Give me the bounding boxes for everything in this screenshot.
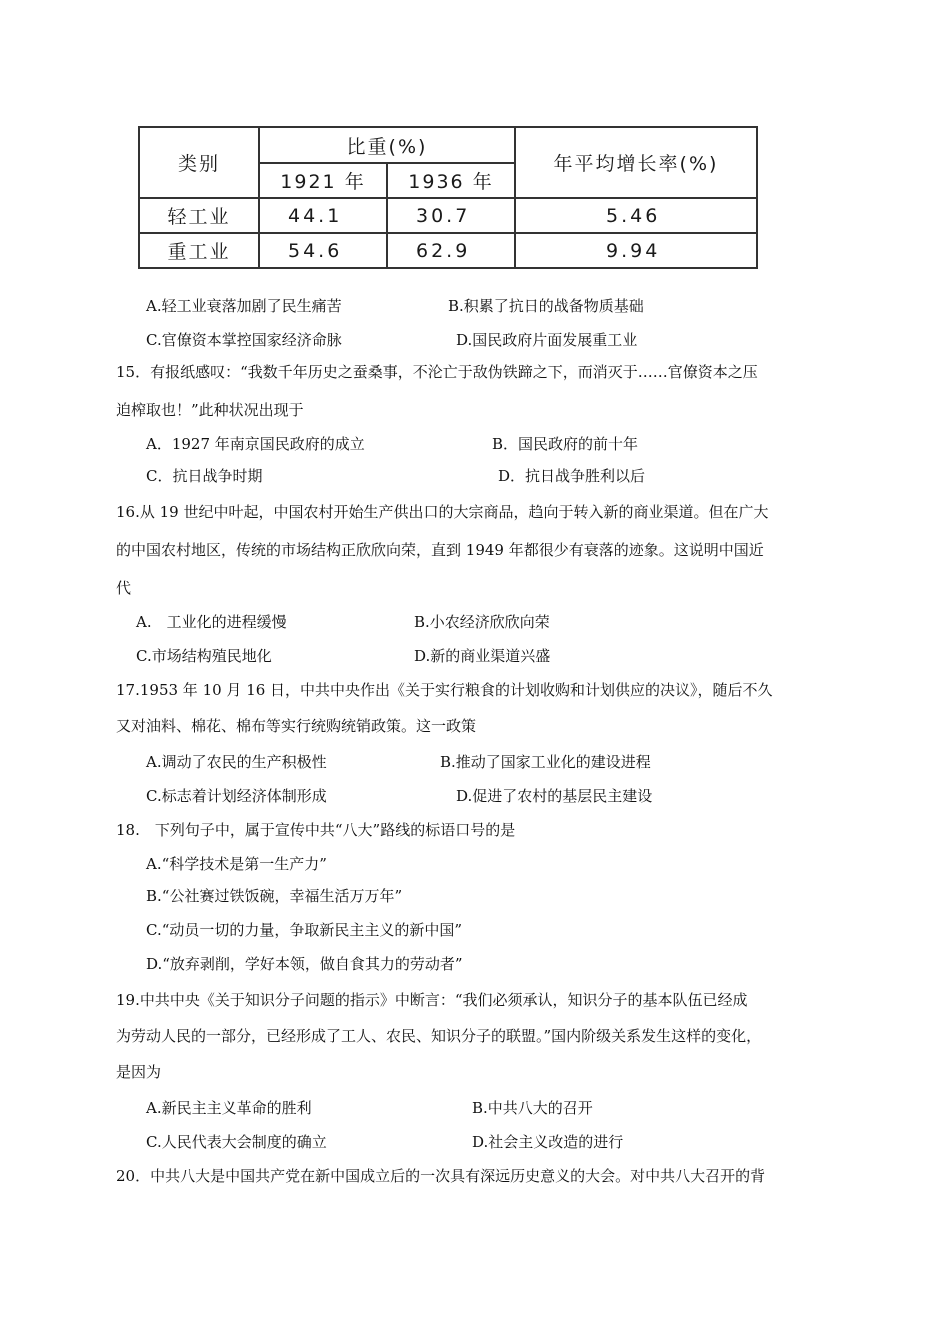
header-category: 类别	[139, 127, 259, 198]
q16-option-d[interactable]: D.新的商业渠道兴盛	[414, 647, 551, 665]
q17-stem-line1: 17.1953 年 10 月 16 日，中共中央作出《关于实行粮食的计划收购和计划供应的决议》，随后不久	[116, 681, 773, 699]
q20-stem-line1: 20．中共八大是中国共产党在新中国成立后的一次具有深远历史意义的大会。对中共八大召开的背	[116, 1167, 766, 1185]
q14-option-d[interactable]: D.国民政府片面发展重工业	[456, 331, 638, 349]
q19-option-b[interactable]: B.中共八大的召开	[472, 1099, 593, 1117]
header-year-1921: 1921 年	[259, 163, 387, 198]
q19-option-c[interactable]: C.人民代表大会制度的确立	[146, 1133, 327, 1151]
q15-option-a[interactable]: A．1927 年南京国民政府的成立	[146, 435, 365, 453]
cell-1936: 30.7	[387, 198, 515, 233]
q16-stem-line3: 代	[116, 579, 132, 597]
q19-stem-line2: 为劳动人民的一部分，已经形成了工人、农民、知识分子的联盟。”国内阶级关系发生这样的变化，	[116, 1027, 762, 1045]
q15-stem-line2: 迫榨取也！”此种状况出现于	[116, 401, 304, 419]
q19-stem-line1: 19.中共中央《关于知识分子问题的指示》中断言：“我们必须承认，知识分子的基本队伍已经成	[116, 991, 748, 1009]
q17-option-c[interactable]: C.标志着计划经济体制形成	[146, 787, 327, 805]
q14-option-b[interactable]: B.积累了抗日的战备物质基础	[448, 297, 644, 315]
industry-table	[138, 126, 758, 269]
q17-option-a[interactable]: A.调动了农民的生产积极性	[146, 753, 327, 771]
header-year-1936: 1936 年	[387, 163, 515, 198]
q19-option-a[interactable]: A.新民主主义革命的胜利	[146, 1099, 312, 1117]
header-share: 比重(%)	[259, 127, 515, 163]
q16-stem-line2: 的中国农村地区，传统的市场结构正欣欣向荣，直到 1949 年都很少有衰落的迹象。这说明中国近	[116, 541, 764, 559]
q15-option-b[interactable]: B．国民政府的前十年	[492, 435, 639, 453]
q14-option-a[interactable]: A.轻工业衰落加剧了民生痛苦	[146, 297, 342, 315]
table-row	[139, 198, 757, 233]
header-growth: 年平均增长率(%)	[515, 127, 757, 198]
table-row	[139, 233, 757, 268]
row-name: 重工业	[139, 233, 259, 268]
q14-option-c[interactable]: C.官僚资本掌控国家经济命脉	[146, 331, 342, 349]
q17-stem-line2: 又对油料、棉花、棉布等实行统购统销政策。这一政策	[116, 717, 477, 735]
q18-option-a[interactable]: A.“科学技术是第一生产力”	[146, 855, 327, 873]
q16-stem-line1: 16.从 19 世纪中叶起，中国农村开始生产供出口的大宗商品，趋向于转入新的商业渠道。但在广大	[116, 503, 769, 521]
q18-option-b[interactable]: B.“公社赛过铁饭碗，幸福生活万万年”	[146, 887, 403, 905]
q18-option-c[interactable]: C.“动员一切的力量，争取新民主主义的新中国”	[146, 921, 463, 939]
q17-option-b[interactable]: B.推动了国家工业化的建设进程	[440, 753, 651, 771]
cell-1921: 54.6	[259, 233, 387, 268]
q19-option-d[interactable]: D.社会主义改造的进行	[472, 1133, 624, 1151]
row-name: 轻工业	[139, 198, 259, 233]
q16-option-c[interactable]: C.市场结构殖民地化	[136, 647, 272, 665]
q16-option-a[interactable]: A. 工业化的进程缓慢	[136, 613, 287, 631]
q16-option-b[interactable]: B.小农经济欣欣向荣	[414, 613, 550, 631]
q15-stem-line1: 15．有报纸感叹：“我数千年历史之蚕桑事，不沦亡于敌伪铁蹄之下，而消灭于……官僚资本之压	[116, 363, 758, 381]
cell-1936: 62.9	[387, 233, 515, 268]
q19-stem-line3: 是因为	[116, 1063, 162, 1081]
q15-option-d[interactable]: D．抗日战争胜利以后	[498, 467, 646, 485]
cell-growth: 5.46	[515, 198, 757, 233]
q18-stem-line1: 18. 下列句子中，属于宣传中共“八大”路线的标语口号的是	[116, 821, 516, 839]
q17-option-d[interactable]: D.促进了农村的基层民主建设	[456, 787, 653, 805]
q15-option-c[interactable]: C．抗日战争时期	[146, 467, 263, 485]
q18-option-d[interactable]: D.“放弃剥削，学好本领，做自食其力的劳动者”	[146, 955, 463, 973]
cell-growth: 9.94	[515, 233, 757, 268]
cell-1921: 44.1	[259, 198, 387, 233]
